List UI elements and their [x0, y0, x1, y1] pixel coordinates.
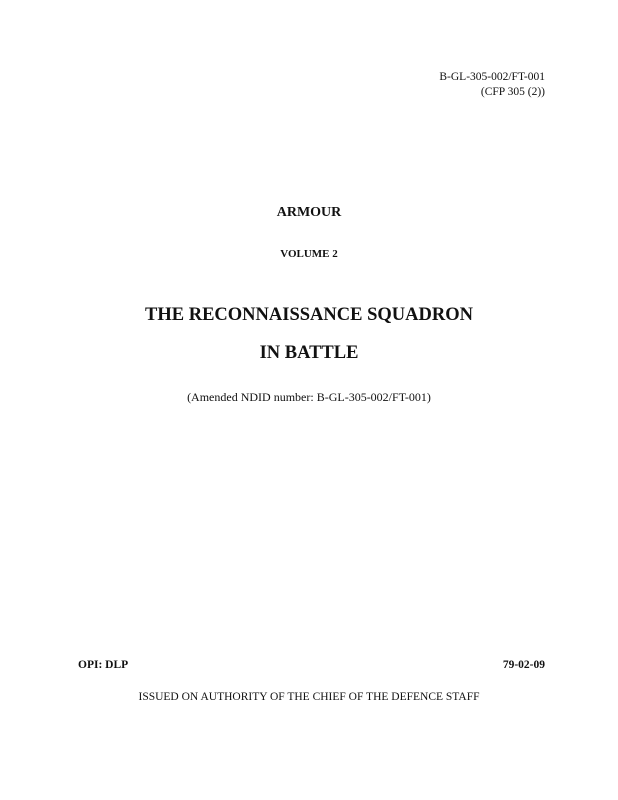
opi-label: OPI: DLP — [78, 659, 129, 671]
issuing-authority: ISSUED ON AUTHORITY OF THE CHIEF OF THE DEFENCE STAFF — [138, 691, 480, 703]
document-reference-block — [439, 70, 545, 100]
document-category: ARMOUR — [276, 205, 342, 220]
amended-ndid-note: (Amended NDID number: B-GL-305-002/FT-001) — [187, 390, 431, 404]
doc-number: B-GL-305-002/FT-001 — [439, 71, 545, 83]
volume-label: VOLUME 2 — [280, 248, 338, 260]
document-title-line1: THE RECONNAISSANCE SQUADRON — [145, 305, 473, 325]
issue-date: 79-02-09 — [502, 659, 545, 671]
document-title-line2: IN BATTLE — [259, 343, 359, 363]
cfp-number: (CFP 305 (2)) — [480, 86, 545, 98]
